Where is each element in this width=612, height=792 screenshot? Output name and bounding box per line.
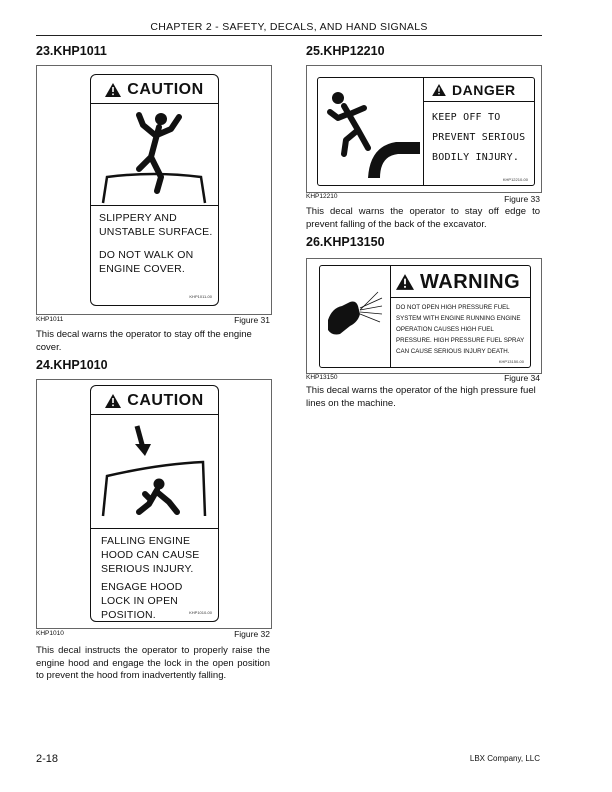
falling-off-edge-icon (324, 84, 420, 178)
figure-caption-code: KHP1011 (36, 316, 64, 323)
section-description: This decal warns the operator to stay off the engine cover. (36, 329, 252, 353)
warning-triangle-icon (105, 83, 121, 97)
caution-decal-khp1010 (90, 385, 219, 622)
figure-34-frame (306, 258, 542, 374)
figure-number: Figure 31 (234, 315, 270, 325)
slipping-person-icon (99, 107, 209, 207)
figure-number: Figure 32 (234, 629, 270, 639)
falling-hood-icon (99, 420, 209, 520)
decal-heading (91, 390, 218, 412)
figure-caption-code: KHP1010 (36, 630, 64, 637)
section-title-khp13150: 26.KHP13150 (306, 235, 385, 249)
warning-triangle-icon (105, 394, 121, 408)
company-name: LBX Company, LLC (469, 754, 540, 763)
decal-heading-text: CAUTION (127, 81, 204, 98)
decal-code: KHP1010-00 (189, 610, 212, 615)
danger-decal-khp12210 (317, 77, 535, 186)
chapter-header: CHAPTER 2 - SAFETY, DECALS, AND HAND SIGNALS (150, 21, 428, 33)
section-description: This decal warns the operator to stay off edge to prevent falling of the back of the excavator. (306, 206, 540, 230)
decal-message-slippery: SLIPPERY AND UNSTABLE SURFACE. DO NOT WALK ON ENGINE COVER. (99, 212, 213, 275)
decal-heading (91, 79, 218, 101)
decal-heading-text: CAUTION (127, 392, 204, 409)
decal-heading (392, 270, 530, 294)
section-description: This decal warns the operator of the high pressure fuel lines on the machine. (306, 385, 536, 409)
section-title-khp1010: 24.KHP1010 (36, 358, 108, 372)
header-divider (36, 35, 542, 36)
decal-heading-text: WARNING (420, 270, 521, 293)
decal-heading-text: DANGER (452, 82, 516, 98)
section-title-khp12210: 25.KHP12210 (306, 44, 385, 58)
decal-message-hood: FALLING ENGINE HOOD CAN CAUSE SERIOUS INJURY. ENGAGE HOOD LOCK IN OPEN POSITION. (101, 535, 200, 621)
page-number: 2-18 (36, 753, 59, 765)
warning-triangle-icon (396, 274, 414, 290)
decal-message-fuel: DO NOT OPEN HIGH PRESSURE FUEL SYSTEM WITH ENGINE RUNNING ENGINE OPERATION CAUSES HIGH FUEL PRESSURE. HIGH PRESSURE FUEL SPRAY CAN CAUSE SERIOUS INJURY DEATH. (396, 304, 525, 355)
figure-caption-code: KHP13150 (306, 374, 338, 381)
decal-code: KHP12210-00 (502, 177, 528, 182)
figure-number: Figure 33 (504, 194, 540, 204)
decal-message-keep-off: KEEP OFF TO PREVENT SERIOUS BODILY INJURY. (432, 112, 526, 163)
warning-decal-khp13150 (319, 265, 531, 368)
decal-code: KHP1011-00 (189, 294, 212, 299)
decal-heading (426, 81, 534, 99)
caution-decal-khp1011 (90, 74, 219, 306)
figure-number: Figure 34 (504, 373, 540, 383)
section-description: This decal instructs the operator to properly raise the engine hood and engage the lock in the open position to prevent the hood from inadvertently falling. (36, 645, 270, 681)
figure-33-frame (306, 65, 542, 193)
section-title-khp1011: 23.KHP1011 (36, 44, 107, 58)
figure-31-frame (36, 65, 272, 315)
decal-code: KHP13150-00 (498, 359, 524, 364)
warning-triangle-icon (432, 84, 446, 96)
figure-caption-code: KHP12210 (306, 193, 338, 200)
figure-32-frame (36, 379, 272, 629)
fuel-spray-hand-icon (324, 286, 384, 346)
